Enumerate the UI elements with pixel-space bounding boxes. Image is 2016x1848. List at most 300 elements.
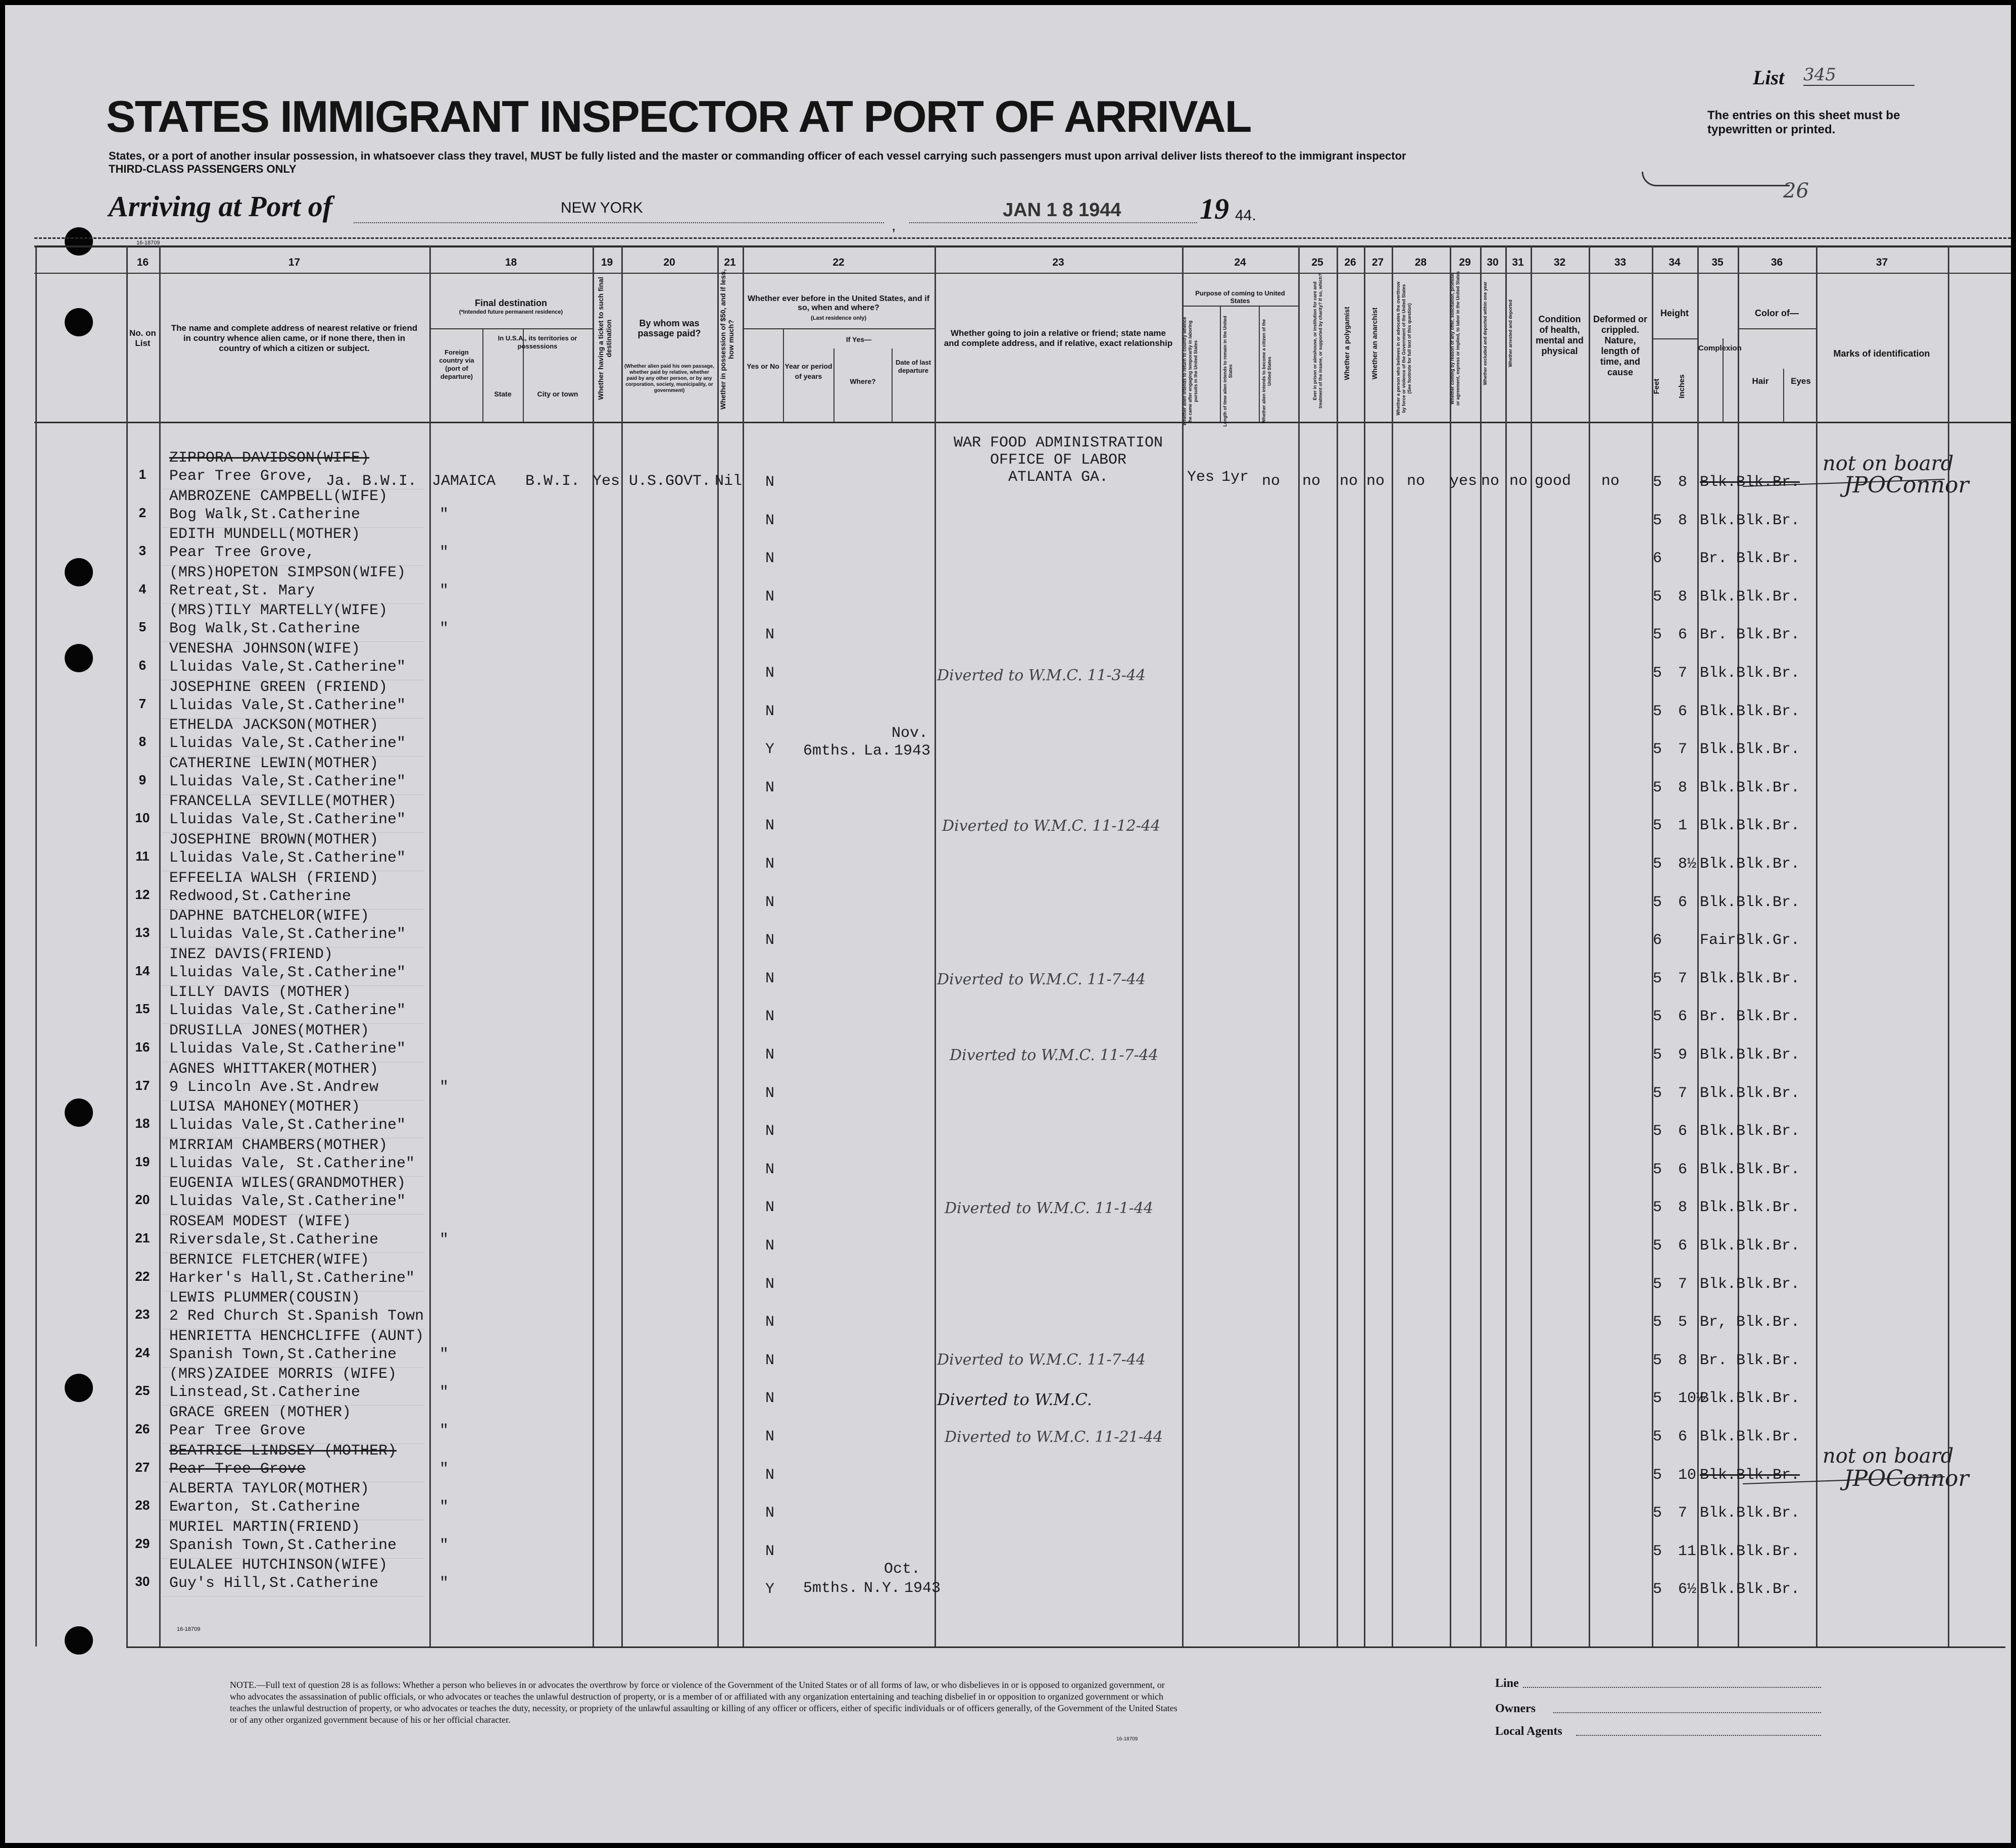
- row-number: 18: [135, 1116, 150, 1131]
- prior-visit-yes-no: N: [765, 970, 775, 987]
- col-rule: [1337, 245, 1338, 1646]
- height-feet: 5: [1653, 1314, 1662, 1331]
- complexion-hair-eyes: Blk.Blk.Br.: [1700, 779, 1800, 796]
- complexion-hair-eyes: Blk.Blk.Br.: [1700, 741, 1800, 759]
- prior-visit-yes-no: Y: [765, 741, 775, 759]
- header-health: Condition of health, mental and physical: [1535, 314, 1584, 356]
- footer-line-label: Line: [1495, 1677, 1519, 1690]
- height-feet: 5: [1653, 1390, 1662, 1408]
- header-polygamist: Whether a polygamist: [1343, 307, 1351, 380]
- diversion-note: Diverted to W.M.C.: [937, 1390, 1092, 1409]
- col-rule: [593, 245, 594, 1646]
- header-nearest-relative: The name and complete address of nearest relative or friend in country whence alien came, or if none there, then in country of which a citizen or subject.: [171, 323, 418, 353]
- passenger-address: Bog Walk,St.Catherine: [169, 620, 361, 638]
- row-number: 4: [138, 581, 146, 596]
- passenger-address: 2 Red Church St.Spanish Town: [169, 1308, 424, 1325]
- footer-agents-field: [1576, 1735, 1821, 1736]
- passenger-name: DAPHNE BATCHELOR(WIFE): [169, 908, 370, 925]
- height-feet: 5: [1653, 1199, 1662, 1217]
- form-code-top: 16-18709: [136, 240, 160, 246]
- header-hair: Hair: [1752, 376, 1769, 386]
- manifest-sheet: [5, 5, 2011, 1843]
- punch-hole: [65, 1374, 93, 1402]
- passenger-name: ZIPPORA DAVIDSON(WIFE): [169, 449, 370, 467]
- ditto-mark: ": [439, 620, 449, 638]
- prior-visit-yes-no: N: [765, 1428, 775, 1445]
- height-feet: 6: [1653, 932, 1662, 950]
- row-number: 21: [135, 1230, 150, 1245]
- port-underline: [354, 222, 884, 223]
- height-feet: 5: [1653, 1581, 1662, 1599]
- height-inches: 8½: [1678, 856, 1697, 873]
- ditto-mark: ": [439, 1536, 449, 1554]
- colnum-35: 35: [1711, 257, 1724, 268]
- prior-visit-yes-no: N: [765, 1161, 775, 1178]
- height-inches: 6: [1678, 1237, 1688, 1255]
- prior-visit-yes-no: N: [765, 1466, 775, 1484]
- colnum-31: 31: [1512, 257, 1524, 268]
- height-inches: 11: [1678, 1542, 1697, 1560]
- col-rule: [1450, 245, 1451, 1646]
- passenger-address: Redwood,St.Catherine: [169, 887, 352, 905]
- height-feet: 5: [1653, 856, 1662, 873]
- row1-money: Nil: [715, 473, 743, 490]
- passenger-address: Lluidas Vale, St.Catherine": [169, 1155, 415, 1172]
- row-number: 12: [135, 886, 150, 902]
- colnum-33: 33: [1614, 257, 1627, 268]
- height-feet: 5: [1653, 1008, 1662, 1026]
- complexion-hair-eyes: Blk.Blk.Br.: [1700, 512, 1800, 529]
- height-feet: 5: [1653, 626, 1662, 644]
- form-title: STATES IMMIGRANT INSPECTOR AT PORT OF ARRIVAL: [106, 91, 1251, 141]
- height-feet: 5: [1653, 1428, 1662, 1445]
- header-deported: Whether arrested and deported: [1508, 299, 1513, 367]
- punch-hole: [65, 1626, 93, 1655]
- row1-deported: no: [1509, 473, 1528, 490]
- height-inches: 10½: [1678, 1390, 1706, 1408]
- passenger-name: (MRS)HOPETON SIMPSON(WIFE): [169, 564, 406, 581]
- row1-foreign: Ja. B.W.I.: [326, 473, 417, 490]
- passenger-address: Ewarton, St.Catherine: [169, 1499, 361, 1516]
- row-number: 25: [135, 1383, 150, 1399]
- prior-visit-8-month: Nov.: [892, 725, 928, 742]
- year-suffix: 44.: [1235, 207, 1256, 224]
- header-if-yes: If Yes—: [846, 335, 872, 343]
- complexion-hair-eyes: Blk.Blk.Br.: [1700, 1161, 1800, 1178]
- row-number: 14: [135, 963, 150, 978]
- diversion-note: Diverted to W.M.C. 11-1-44: [945, 1200, 1153, 1217]
- prior-visit-30-year: 1943: [904, 1580, 941, 1597]
- prior-visit-yes-no: N: [765, 1390, 775, 1408]
- header-purpose-b: Length of time alien intends to remain in the United States: [1222, 316, 1233, 427]
- passenger-name: AMBROZENE CAMPBELL(WIFE): [169, 487, 388, 505]
- footer-owners-field: [1553, 1712, 1821, 1713]
- passenger-name: HENRIETTA HENCHCLIFFE (AUNT): [169, 1327, 424, 1345]
- header-join-relative: Whether going to join a relative or friend; state name and complete address, and if relative, exact relationship: [944, 328, 1173, 348]
- ditto-mark: ": [439, 1345, 449, 1363]
- passenger-address: Lluidas Vale,St.Catherine": [169, 696, 406, 714]
- row1-anarchist: no: [1366, 473, 1385, 490]
- height-feet: 5: [1653, 1123, 1662, 1140]
- dashed-rule: [34, 237, 2011, 239]
- height-feet: 5: [1653, 512, 1662, 529]
- col-rule: [35, 245, 37, 1646]
- complexion-hair-eyes: Blk.Blk.Br.: [1700, 856, 1800, 873]
- passenger-name: ALBERTA TAYLOR(MOTHER): [169, 1480, 370, 1498]
- height-inches: 8: [1678, 779, 1688, 796]
- ditto-mark: ": [439, 1575, 449, 1592]
- passenger-name: EUGENIA WILES(GRANDMOTHER): [169, 1175, 406, 1192]
- height-inches: 7: [1678, 970, 1688, 987]
- row1-ticket: Yes: [593, 473, 620, 490]
- colnum-16: 16: [136, 257, 149, 268]
- passenger-name: VENESHA JOHNSON(WIFE): [169, 640, 361, 658]
- colnum-30: 30: [1487, 257, 1499, 268]
- col-rule: [1589, 245, 1590, 1646]
- height-inches: 6: [1678, 893, 1688, 911]
- complexion-hair-eyes: Blk.Blk.Br.: [1700, 1466, 1800, 1484]
- header-prison: Ever in prison or almshouse, or institution for care and treatment of the insane, or supported by charity? If so, which?: [1312, 273, 1323, 409]
- colnum-36: 36: [1771, 257, 1783, 268]
- col-rule: [1816, 245, 1817, 1646]
- row-number: 10: [135, 810, 150, 826]
- header-excluded: Whether excluded and deported within one year: [1483, 281, 1488, 385]
- footer-line-field: [1523, 1687, 1821, 1688]
- passenger-address: Lluidas Vale,St.Catherine": [169, 1002, 406, 1020]
- row-number: 22: [135, 1268, 150, 1284]
- row1-overthrow: no: [1407, 473, 1425, 490]
- col-rule: [1480, 245, 1482, 1646]
- colnum-34: 34: [1668, 257, 1681, 268]
- passenger-address: Spanish Town,St.Catherine: [169, 1536, 397, 1554]
- col-rule: [743, 245, 744, 1646]
- prior-visit-8-year: 1943: [894, 742, 931, 760]
- prior-visit-yes-no: N: [765, 932, 775, 950]
- prior-visit-yes-no: N: [765, 550, 775, 568]
- height-feet: 5: [1653, 779, 1662, 796]
- prior-visit-30-month: Oct.: [884, 1561, 921, 1578]
- prior-visit-yes-no: N: [765, 512, 775, 529]
- header-final-destination: Final destination: [474, 298, 547, 308]
- row-number: 13: [135, 925, 150, 940]
- ditto-mark: ": [439, 1078, 449, 1096]
- colnum-23: 23: [1052, 257, 1064, 268]
- height-inches: 7: [1678, 1505, 1688, 1522]
- header-purpose-a: Whether alien intends to return to country whence he came after engaging temporarily in laboring pursuits in the United States: [1182, 317, 1198, 426]
- complexion-hair-eyes: Blk.Blk.Br.: [1700, 1542, 1800, 1560]
- passenger-name: EDITH MUNDELL(MOTHER): [169, 526, 361, 543]
- height-inches: 7: [1678, 665, 1688, 682]
- colnum-22: 22: [832, 257, 845, 268]
- passenger-name: (MRS)ZAIDEE MORRIS (WIFE): [169, 1366, 397, 1383]
- header-ticket: Whether having a ticket to such final destination: [597, 277, 613, 400]
- col-subrule: [783, 328, 784, 422]
- col-rule: [1505, 245, 1507, 1646]
- row-number: 3: [138, 543, 146, 559]
- ditto-mark: ": [439, 1499, 449, 1516]
- passenger-address: Pear Tree Grove: [169, 1460, 306, 1478]
- complexion-hair-eyes: Blk.Blk.Br.: [1700, 665, 1800, 682]
- passenger-name: JOSEPHINE BROWN(MOTHER): [169, 831, 379, 848]
- complexion-hair-eyes: Br. Blk.Br.: [1700, 1352, 1800, 1369]
- height-feet: 5: [1653, 665, 1662, 682]
- header-period: Year or period of years: [784, 362, 832, 380]
- complexion-hair-eyes: Blk.Blk.Br.: [1700, 703, 1800, 720]
- height-inches: 8: [1678, 1199, 1688, 1217]
- row-number: 15: [135, 1001, 150, 1017]
- complexion-hair-eyes: Blk.Blk.Br.: [1700, 1046, 1800, 1064]
- passenger-address: Pear Tree Grove,: [169, 468, 315, 485]
- prior-visit-yes-no: N: [765, 1505, 775, 1522]
- prior-visit-yes-no: N: [765, 1352, 775, 1369]
- mark-signature: JPOConnor: [1844, 1466, 1969, 1491]
- colnum-37: 37: [1876, 257, 1888, 268]
- row1-prison: no: [1302, 473, 1321, 490]
- col-rule: [429, 245, 431, 1646]
- height-inches: 6: [1678, 1008, 1688, 1026]
- header-prior-visit: Whether ever before in the United States, and if so, when and where?: [747, 294, 930, 312]
- header-labor-offer: Whether coming by reason of any offer, solicitation, promise, or agreement, express or implied, to labor in the United States: [1450, 271, 1460, 406]
- col-rule: [935, 245, 936, 1646]
- row-number: 30: [135, 1574, 150, 1589]
- col-rule: [1531, 245, 1532, 1646]
- colnum-18: 18: [505, 257, 517, 268]
- arrival-port: NEW YORK: [561, 199, 643, 216]
- height-feet: 5: [1653, 1046, 1662, 1064]
- complexion-hair-eyes: Blk.Blk.Br.: [1700, 1275, 1800, 1293]
- list-label: List: [1753, 66, 1785, 89]
- prior-visit-8-period: 6mths.: [803, 742, 858, 760]
- diversion-note: Diverted to W.M.C. 11-7-44: [937, 971, 1146, 988]
- header-foreign-country: Foreign country via (port of departure): [439, 348, 474, 380]
- passenger-address: Pear Tree Grove: [169, 1422, 306, 1439]
- punch-hole: [65, 644, 93, 672]
- passenger-address: Riversdale,St.Catherine: [169, 1231, 379, 1248]
- passenger-address: Lluidas Vale,St.Catherine": [169, 1040, 406, 1058]
- number-row-rule: [34, 273, 2011, 274]
- col-rule: [1697, 245, 1699, 1646]
- complexion-hair-eyes: Blk.Blk.Br.: [1700, 474, 1800, 491]
- prior-visit-yes-no: N: [765, 893, 775, 911]
- row-number: 7: [138, 695, 146, 711]
- row1-labor-offer: yes: [1450, 473, 1478, 490]
- height-feet: 5: [1653, 1275, 1662, 1293]
- passenger-name: EULALEE HUTCHINSON(WIFE): [169, 1557, 388, 1574]
- footer-agents-label: Local Agents: [1495, 1725, 1562, 1738]
- passenger-address: Lluidas Vale,St.Catherine": [169, 926, 406, 943]
- complexion-hair-eyes: Br. Blk.Br.: [1700, 550, 1800, 568]
- col-subrule: [833, 348, 834, 422]
- col-rule: [1392, 245, 1393, 1646]
- sub-hrule: [743, 328, 935, 329]
- header-feet: Feet: [1652, 378, 1661, 394]
- complexion-hair-eyes: Br. Blk.Br.: [1700, 1008, 1800, 1026]
- passenger-name: LILLY DAVIS (MOTHER): [169, 984, 352, 1002]
- height-feet: 5: [1653, 1542, 1662, 1560]
- passenger-address: Lluidas Vale,St.Catherine": [169, 1117, 406, 1134]
- height-inches: 6: [1678, 1161, 1688, 1178]
- prior-visit-yes-no: N: [765, 1008, 775, 1026]
- height-inches: 8: [1678, 474, 1688, 491]
- form-subtitle: States, or a port of another insular possession, in whatsoever class they travel, MUST be fully listed and the master or commanding officer of each vessel carrying such passengers must upon arrival deliver lists thereof to the immigrant inspector: [109, 149, 1406, 162]
- passenger-name: JOSEPHINE GREEN (FRIEND): [169, 678, 388, 696]
- colnum-25: 25: [1311, 257, 1323, 268]
- complexion-hair-eyes: Br. Blk.Br.: [1700, 626, 1800, 644]
- row1-polygamist: no: [1340, 473, 1358, 490]
- height-feet: 5: [1653, 1352, 1662, 1369]
- height-feet: 5: [1653, 703, 1662, 720]
- passenger-name: INEZ DAVIS(FRIEND): [169, 945, 333, 963]
- punch-hole: [65, 1098, 93, 1127]
- diversion-note: Diverted to W.M.C. 11-3-44: [937, 667, 1146, 684]
- complexion-hair-eyes: Blk.Blk.Br.: [1700, 1581, 1800, 1599]
- agency-line-2: OFFICE OF LABOR: [990, 452, 1127, 469]
- colnum-17: 17: [288, 257, 301, 268]
- prior-visit-30-period: 5mths.: [803, 1580, 858, 1597]
- col-rule: [1298, 245, 1300, 1646]
- height-feet: 5: [1653, 1237, 1662, 1255]
- prior-visit-yes-no: N: [765, 1275, 775, 1293]
- col-rule: [717, 245, 719, 1646]
- prior-visit-yes-no: N: [765, 1237, 775, 1255]
- passenger-name: ROSEAM MODEST (WIFE): [169, 1213, 352, 1230]
- col-subrule: [1259, 306, 1260, 422]
- ditto-mark: ": [439, 1231, 449, 1248]
- passenger-address: Harker's Hall,St.Catherine": [169, 1269, 415, 1287]
- colnum-26: 26: [1344, 257, 1356, 268]
- row-number: 2: [138, 505, 146, 520]
- passenger-address: Spanish Town,St.Catherine: [169, 1345, 397, 1363]
- arrival-stamp: JAN 1 8 1944: [1003, 199, 1121, 221]
- row1-city: B.W.I.: [525, 473, 580, 490]
- ditto-mark: ": [439, 1384, 449, 1402]
- passenger-address: 9 Lincoln Ave.St.Andrew: [169, 1078, 379, 1096]
- complexion-hair-eyes: Blk.Blk.Br.: [1700, 893, 1800, 911]
- colnum-19: 19: [601, 257, 613, 268]
- row-number: 11: [135, 848, 150, 864]
- complexion-hair-eyes: Blk.Blk.Br.: [1700, 588, 1800, 606]
- height-inches: 8: [1678, 588, 1688, 606]
- row-number: 5: [138, 619, 146, 635]
- prior-visit-yes-no: N: [765, 779, 775, 796]
- col-subrule: [1783, 369, 1784, 422]
- height-feet: 5: [1653, 817, 1662, 835]
- diversion-note: Diverted to W.M.C. 11-12-44: [942, 817, 1161, 835]
- header-date-departure: Date of last departure: [895, 359, 931, 374]
- diversion-note: Diverted to W.M.C. 11-21-44: [945, 1428, 1163, 1446]
- form-code-footnote: 16-18709: [1116, 1736, 1138, 1742]
- right-mark: 26: [1783, 179, 1809, 203]
- complexion-hair-eyes: Blk.Blk.Br.: [1700, 1428, 1800, 1445]
- header-city: City or town: [537, 390, 578, 398]
- row1-deformed: no: [1601, 473, 1620, 490]
- complexion-hair-eyes: Blk.Blk.Br.: [1700, 1505, 1800, 1522]
- diversion-note: Diverted to W.M.C. 11-7-44: [937, 1351, 1146, 1369]
- colnum-20: 20: [663, 257, 675, 268]
- ditto-mark: ": [439, 1422, 449, 1439]
- row1-citizen: no: [1262, 473, 1281, 490]
- diversion-note: Diverted to W.M.C. 11-7-44: [950, 1046, 1158, 1064]
- passenger-name: BERNICE FLETCHER(WIFE): [169, 1251, 370, 1269]
- row-number: 8: [138, 734, 146, 750]
- agency-line-3: ATLANTA GA.: [1008, 469, 1109, 486]
- height-feet: 5: [1653, 1161, 1662, 1178]
- row-number: 16: [135, 1039, 150, 1055]
- passenger-address: Lluidas Vale,St.Catherine": [169, 1193, 406, 1211]
- passenger-address: Linstead,St.Catherine: [169, 1384, 361, 1402]
- colnum-32: 32: [1553, 257, 1566, 268]
- row-number: 28: [135, 1497, 150, 1513]
- mark-not-on-board: not on board: [1823, 1444, 1954, 1468]
- prior-visit-yes-no: N: [765, 1199, 775, 1217]
- prior-visit-yes-no: N: [765, 474, 775, 491]
- prior-visit-yes-no: N: [765, 1046, 775, 1064]
- header-passage-paid-sub: (Whether alien paid his own passage, whether paid by relative, whether paid by any other person, or by any corporation, society, municipality, or government): [624, 364, 714, 393]
- row-number: 24: [135, 1344, 150, 1360]
- col-rule: [621, 245, 623, 1646]
- height-inches: 7: [1678, 741, 1688, 759]
- header-yes-no: Yes or No: [747, 362, 779, 370]
- passenger-name: BEATRICE LINDSEY (MOTHER): [169, 1442, 397, 1460]
- row-number: 23: [135, 1307, 150, 1322]
- header-anarchist: Whether an anarchist: [1370, 307, 1379, 380]
- complexion-hair-eyes: Blk.Blk.Br.: [1700, 1237, 1800, 1255]
- height-inches: 1: [1678, 817, 1688, 835]
- passenger-address: Lluidas Vale,St.Catherine": [169, 735, 406, 753]
- height-feet: 5: [1653, 1505, 1662, 1522]
- passenger-address: Lluidas Vale,St.Catherine": [169, 773, 406, 790]
- header-inches: Inches: [1678, 374, 1686, 398]
- header-passage-paid: By whom was passage paid?: [637, 318, 701, 338]
- col-rule: [1364, 245, 1365, 1646]
- complexion-hair-eyes: Blk.Blk.Br.: [1700, 1199, 1800, 1217]
- row-number: 1: [138, 467, 146, 482]
- header-bottom-rule: [34, 422, 2011, 423]
- height-feet: 5: [1653, 970, 1662, 987]
- handwritten-stroke: [1642, 172, 1790, 186]
- row-number: 26: [135, 1421, 150, 1436]
- header-marks: Marks of identification: [1833, 348, 1930, 359]
- header-final-destination-sub: (*Intended future permanent residence): [459, 309, 563, 315]
- passenger-address: Lluidas Vale,St.Catherine": [169, 964, 406, 981]
- passenger-name: GRACE GREEN (MOTHER): [169, 1404, 352, 1421]
- row1-state: JAMAICA: [432, 473, 496, 490]
- height-feet: 5: [1653, 893, 1662, 911]
- height-inches: 8: [1678, 512, 1688, 529]
- sub-hrule: [1652, 338, 1697, 339]
- height-inches: 8: [1678, 1352, 1688, 1369]
- colnum-21: 21: [724, 257, 736, 268]
- list-number: 345: [1803, 65, 1914, 86]
- arriving-label: Arriving at Port of: [109, 190, 333, 223]
- header-deformed: Deformed or crippled. Nature, length of time, and cause: [1593, 314, 1647, 377]
- passenger-address: Bog Walk,St.Catherine: [169, 506, 361, 523]
- prior-visit-yes-no: N: [765, 703, 775, 720]
- passenger-address: Retreat,St. Mary: [169, 582, 315, 600]
- height-inches: 6½: [1678, 1581, 1697, 1599]
- height-inches: 6: [1678, 626, 1688, 644]
- prior-visit-yes-no: N: [765, 817, 775, 835]
- prior-visit-30-where: N.Y.: [864, 1580, 901, 1597]
- ditto-mark: ": [439, 506, 449, 523]
- ditto-mark: ": [439, 582, 449, 600]
- table-bottom-rule: [126, 1646, 2005, 1648]
- header-no-on-list: No. on List: [129, 328, 156, 348]
- height-feet: 5: [1653, 741, 1662, 759]
- footnote: NOTE.—Full text of question 28 is as follows: Whether a person who believes in or advocates the overthrow by force or violence of the Government of the United States or of all forms of law, or who disbelieves in or is opposed to organized government, or who advocates the assassination of public officials, or who advocates or teaches the unlawful destruction of property, or is a member of or affiliated with any organization entertaining and teaching disbelief in or opposition to organized government or which teaches the unlawful destruction of property, or who advocates or teaches the duty, necessity, or propriety of the unlawful assaulting or killing of any officer or officers, either of specific individuals or of officers generally, of the Government of the United States or of any other organized government because of his or her official character.: [230, 1680, 1177, 1725]
- row1-purpose: Yes: [1187, 469, 1215, 486]
- complexion-hair-eyes: Blk.Blk.Br.: [1700, 1390, 1800, 1408]
